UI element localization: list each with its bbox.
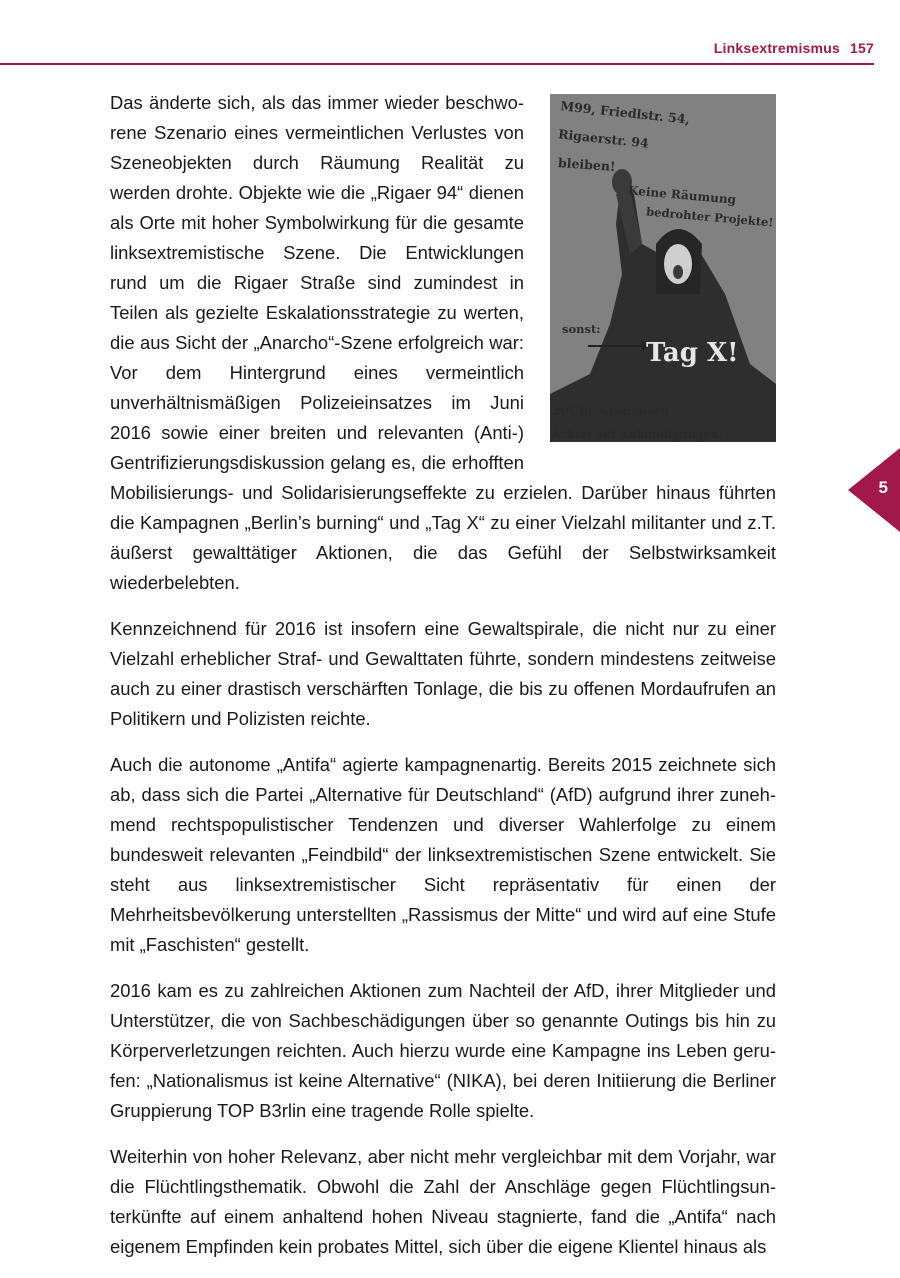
paragraph-5: Weiterhin von hoher Relevanz, aber nicht mehr vergleichbar mit dem Vorjahr, war die Flüchtlingsthematik. Obwohl die Zahl der Anschläge gegen Flüchtlingsunterkünfte auf einem anhaltend hohen Niveau stagnierte, fand die „Antifa“ nach eigenem Empfinden kein probates Mittel, sich über die eigene Klientel hinaus als	[110, 1146, 776, 1257]
chapter-tab-shape	[848, 448, 900, 532]
paragraph-4: 2016 kam es zu zahlreichen Aktionen zum Nachteil der AfD, ihrer Mitglieder und Unterstützer, die von Sachbeschädigungen über so genannte Outings bis hin zu Körperverletzungen reichten. Auch hierzu wurde eine Kampagne ins Leben gerufen: „Nationalismus ist keine Alternative“ (NIKA), bei deren Initiierung die Berliner Gruppierung TOP B3rlin eine tragende Rolle spielte.	[110, 980, 776, 1121]
poster-slogan-1: Keine Räumung	[627, 183, 737, 207]
section-title: Linksextremismus	[713, 40, 840, 56]
poster-note: Achtet auf Ankündigungen!	[552, 428, 724, 441]
protest-poster-photo	[550, 94, 776, 442]
paragraph-2: Kennzeichnend für 2016 ist insofern eine Gewaltspirale, die nicht nur zu einer Vielzahl erheblicher Straf- und Gewalttaten führte, sondern mindestens zeitweise auch zu einer drastisch verschärften Tonlage, die bis zu offenen Mordaufrufen an Politikern und Polizisten reichte.	[110, 618, 776, 729]
poster-text-line3: bleiben!	[557, 155, 616, 174]
chapter-number: 5	[878, 478, 888, 497]
header-rule	[0, 63, 874, 65]
paragraph-1: Das änderte sich, als das immer wieder beschworene Szenario eines vermeintlichen Verlustes von Szeneobjekten durch Räumung Realität zu werden drohte. Objekte wie die „Rigaer 94“ dienen als Orte mit hoher Symbolwirkung für die gesamte linksextremistische Szene. Die Entwicklungen rund um die Rigaer Straße sind zumindest in Teilen als gezielte Eskalationsstrategie zu werten, die aus Sicht der „Anarcho“-Szene erfolgreich war: Vor dem Hintergrund eines vermeintlich unverhältnismäßigen Polizeieinsatzes im Juni 2016 sowie einer breiten und relevanten (Anti-) Gentrifizierungsdiskussion gelang es, die erhofften Mobilisierungs- und Solidarisierungseffekte zu erzielen. Darüber hinaus führten die Kampagnen „Berlin’s burning“ und „Tag X“ zu einer Vielzahl militanter und z.T. äußerst gewalttätiger Aktionen, die das Gefühl der Selbstwirksamkeit wiederbelebten.	[110, 92, 776, 593]
chapter-tab	[848, 448, 900, 532]
page-number: 157	[850, 40, 874, 56]
poster-slogan-2: bedrohter Projekte!	[645, 204, 775, 230]
running-head	[714, 40, 874, 56]
main-text	[110, 88, 776, 1278]
paragraph-3: Auch die autonome „Antifa“ agierte kampagnenartig. Bereits 2015 zeichnete sich ab, dass sich die Partei „Alternative für Deutschland“ (AfD) aufgrund ihrer zunehmend rechtspopulistischer Tendenzen und diverser Wahlerfolge zu einem bundesweit relevanten „Feindbild“ der linksextremistischen Szene entwickelt. Sie steht aus linksextremistischer Sicht repräsentativ für einen der Mehrheitsbevölkerung unterstellten „Rassismus der Mitte“ und wird auf eine Stufe mit „Faschisten“ gestellt.	[110, 754, 776, 955]
poster-time: 20Uhr Kreuzberg	[552, 404, 670, 418]
poster-text-line2: Rigaerstr. 94	[557, 126, 650, 151]
poster-sonst: sonst:	[562, 322, 601, 336]
poster-text-line1: M99, Friedlstr. 54,	[559, 98, 691, 127]
poster-tag-x: Tag X!	[646, 338, 739, 368]
